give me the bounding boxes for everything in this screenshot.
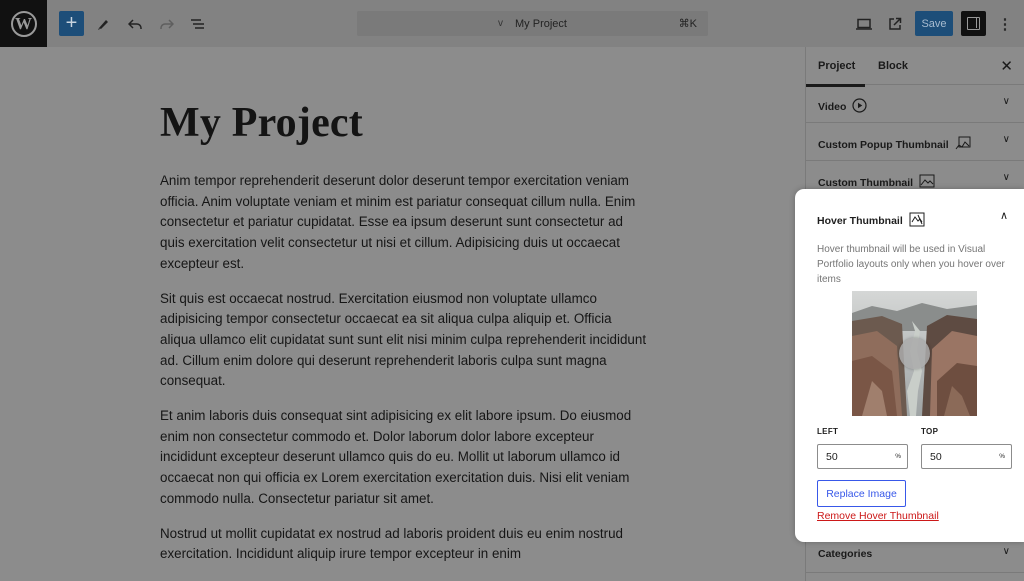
chevron-up-icon[interactable]: ∧ <box>999 210 1008 222</box>
panel-hover-thumbnail-header[interactable] <box>817 212 925 230</box>
panel-custom-popup-thumbnail[interactable] <box>806 123 1024 161</box>
sidebar-tabs <box>806 47 1024 85</box>
chevron-down-icon: ∨ <box>1002 134 1010 145</box>
document-overview-icon[interactable] <box>186 11 208 36</box>
view-post-external-icon[interactable] <box>884 11 906 36</box>
chevron-down-icon: ∨ <box>1002 172 1010 183</box>
chevron-down-icon: ∨ <box>1002 546 1010 557</box>
editor-top-toolbar <box>0 0 1024 47</box>
document-title-label: My Project <box>515 17 567 30</box>
command-palette-bar[interactable] <box>357 11 708 36</box>
focal-left-input[interactable] <box>817 444 908 469</box>
paragraph-block[interactable]: Anim tempor reprehenderit deserunt dolor deserunt tempor exercitation veniam officia. Anim voluptate veniam et minim est pariatur consequat cillum nulla. Enim consectetur et pariatur cupidatat. Esse ea ipsum deserunt sunt consectetur ad quis exercitation velit consectetur ut nisi et cillum. Adipisicing duis ut occaecat excepteur est. <box>160 173 636 271</box>
percent-unit: % <box>895 453 901 460</box>
redo-icon[interactable] <box>155 11 177 36</box>
shortcut-label: ⌘K <box>678 18 697 30</box>
chevron-down-icon: ∨ <box>1002 96 1010 107</box>
add-block-button[interactable]: + <box>59 11 84 36</box>
settings-sidebar-toggle-button[interactable] <box>961 11 986 36</box>
focal-top-label: TOP <box>921 427 939 436</box>
panel-custom-popup-thumbnail-label: Custom Popup Thumbnail <box>818 138 949 151</box>
sidebar-panel-icon <box>967 17 980 30</box>
percent-unit: % <box>999 453 1005 460</box>
document-icon: v <box>498 18 504 29</box>
undo-icon[interactable] <box>124 11 146 36</box>
image-icon <box>955 136 971 153</box>
replace-image-button[interactable]: Replace Image <box>817 480 906 507</box>
paragraph-block[interactable]: Sit quis est occaecat nostrud. Exercitation eiusmod non voluptate ullamco adipisicing tempor consectetur occaecat ea sit aliqua culpa aliquip et. Officia aliqua ullamco elit cupidatat sunt sunt elit nisi minim culpa reprehenderit incididunt ad. Cillum enim dolore qui deserunt reprehenderit laboris culpa sunt magna consequat. <box>160 290 647 389</box>
panel-video[interactable] <box>806 85 1024 123</box>
more-options-icon[interactable]: ⋮ <box>997 15 1013 33</box>
focal-left-label: LEFT <box>817 427 839 436</box>
wordpress-logo-button[interactable] <box>0 0 47 47</box>
image-hover-icon <box>909 212 925 230</box>
remove-hover-thumbnail-link[interactable]: Remove Hover Thumbnail <box>817 510 939 522</box>
panel-custom-thumbnail-label: Custom Thumbnail <box>818 176 914 189</box>
paragraph-block[interactable]: Et anim laboris duis consequat sint adipisicing ex elit labore ipsum. Do eiusmod enim non consectetur commodo et. Dolor laborum dolor labore excepteur incididunt excepteur deserunt ullamco quis do eu. Mollit ut laborum ullamco id occaecat non qui officia ex Lorem exercitation exercitation duis. Nisi elit veniam commodo nulla. Consectetur pariatur sit amet. <box>160 408 632 506</box>
focal-top-input[interactable] <box>921 444 1012 469</box>
panel-categories-label: Categories <box>818 548 873 560</box>
pen-tool-icon[interactable] <box>92 11 114 36</box>
tab-project[interactable]: Project <box>818 60 856 72</box>
play-circle-icon <box>852 98 867 116</box>
help-text: Hover thumbnail will be used in Visual Portfolio layouts only when you hover over items <box>817 244 1005 285</box>
hover-thumbnail-image[interactable] <box>852 291 977 416</box>
save-button[interactable]: Save <box>915 11 953 36</box>
wordpress-logo-icon: W <box>11 11 37 37</box>
tab-block[interactable]: Block <box>878 60 908 72</box>
post-content <box>160 171 650 579</box>
focal-point-handle[interactable] <box>899 338 930 369</box>
desktop-preview-icon[interactable] <box>853 11 875 36</box>
post-title[interactable]: My Project <box>160 100 363 146</box>
panel-video-label: Video <box>818 101 847 113</box>
panel-hover-thumbnail <box>795 189 1024 542</box>
editor-canvas <box>0 47 805 581</box>
focal-left-value: 50 <box>826 451 838 463</box>
close-icon[interactable]: ✕ <box>1000 58 1013 75</box>
panel-hover-thumbnail-label: Hover Thumbnail <box>817 215 903 227</box>
paragraph-block[interactable]: Nostrud ut mollit cupidatat ex nostrud ad laboris proident duis eu enim nostrud exercitation. Incididunt aliquip irure tempor excepteur in enim <box>160 525 623 562</box>
focal-top-value: 50 <box>930 451 942 463</box>
